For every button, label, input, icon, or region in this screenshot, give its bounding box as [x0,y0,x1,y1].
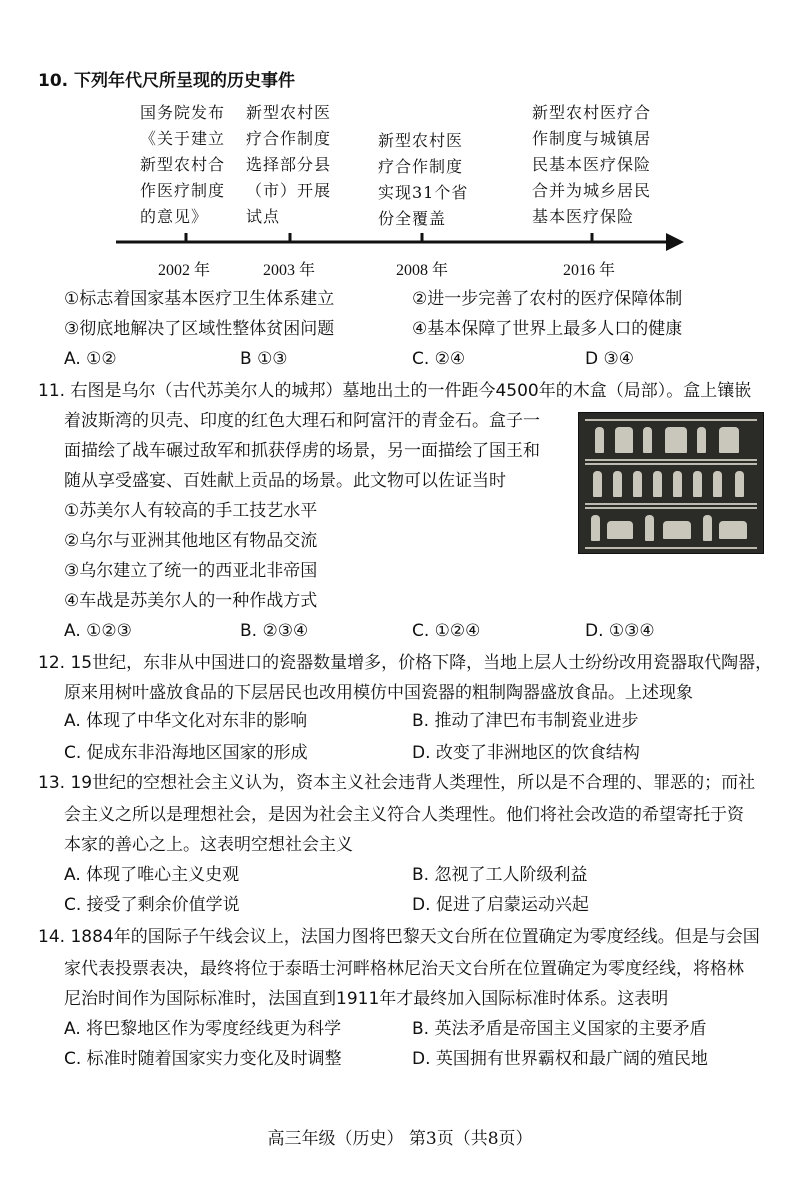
artifact-figure [645,515,654,541]
artifact-figure [607,521,633,539]
event-line: 国务院发布 [140,103,226,122]
q14-option-d[interactable]: D. 英国拥有世界霸权和最广阔的殖民地 [412,1049,708,1069]
event-line: 实现31个省 [378,183,469,202]
q12-option-d[interactable]: D. 改变了非洲地区的饮食结构 [412,743,640,763]
year-2008: 2008 年 [396,262,449,279]
artifact-figure [643,427,652,453]
event-line: 疗合作制度 [246,129,332,148]
q11-option-a[interactable]: A. ①②③ [64,621,132,641]
ur-wooden-box-image [578,412,764,554]
artifact-band-bottom [585,507,757,549]
q10-option-c[interactable]: C. ②④ [412,349,466,369]
q10-statement-3: ③彻底地解决了区域性整体贫困问题 [64,319,335,339]
artifact-figure [735,471,744,497]
event-line: 新型农村合 [140,155,226,174]
q10-option-d[interactable]: D ③④ [585,349,634,369]
q14-option-b[interactable]: B. 英法矛盾是帝国主义国家的主要矛盾 [412,1019,707,1039]
artifact-figure [673,471,682,497]
q11-stem-line-4: 随从享受盛宴、百姓献上贡品的场景。此文物可以佐证当时 [64,471,506,491]
timeline-event-2002 [140,100,225,230]
q13-stem-line-1: 13. 19世纪的空想社会主义认为，资本主义社会违背人类理性，所以是不合理的、罪恶的；而社 [38,773,756,793]
event-line: 基本医疗保险 [532,207,635,226]
q14-option-c[interactable]: C. 标准时随着国家实力变化及时调整 [64,1049,342,1069]
artifact-figure [719,521,747,539]
q11-statement-2: ②乌尔与亚洲其他地区有物品交流 [64,531,318,551]
q14-stem-line-3: 尼治时间作为国际标准时，法国直到1911年才最终加入国际标准时体系。这表明 [64,989,669,1009]
artifact-figure [653,471,662,497]
event-line: 选择部分县 [246,155,332,174]
event-line: 合并为城乡居民 [532,181,652,200]
event-line: 《关于建立 [140,129,226,148]
timeline-event-2003 [246,100,331,230]
q14-option-a[interactable]: A. 将巴黎地区作为零度经线更为科学 [64,1019,342,1039]
event-line: 作制度与城镇居 [532,129,652,148]
q14-stem-line-1: 14. 1884年的国际子午线会议上，法国力图将巴黎天文台所在位置确定为零度经线。但是与会国 [38,927,760,947]
q10-statement-2: ②进一步完善了农村的医疗保障体制 [412,289,683,309]
artifact-figure [633,471,642,497]
event-line: 民基本医疗保险 [532,155,652,174]
artifact-figure [693,471,702,497]
artifact-figure [615,427,633,453]
q12-option-a[interactable]: A. 体现了中华文化对东非的影响 [64,711,308,731]
q13-stem-line-3: 本家的善心之上。这表明空想社会主义 [64,835,353,855]
q10-statement-1: ①标志着国家基本医疗卫生体系建立 [64,289,335,309]
event-line: 的意见》 [140,207,209,226]
q12-stem-line-2: 原来用树叶盛放食品的下层居民也改用模仿中国瓷器的粗制陶器盛放食品。上述现象 [64,683,693,703]
artifact-figure [665,427,687,453]
artifact-figure [591,515,600,541]
event-line: 新型农村医 [246,103,332,122]
year-2002: 2002 年 [158,262,211,279]
artifact-figure [595,427,604,453]
artifact-figure [697,427,706,453]
event-line: 疗合作制度 [378,157,464,176]
q11-stem-line-2: 着波斯湾的贝壳、印度的红色大理石和阿富汗的青金石。盒子一 [64,411,540,431]
q11-statement-1: ①苏美尔人有较高的手工技艺水平 [64,501,318,521]
q11-stem-line-1: 11. 右图是乌尔（古代苏美尔人的城邦）墓地出土的一件距今4500年的木盒（局部）。盒上镶嵌 [38,381,752,401]
q10-statement-4: ④基本保障了世界上最多人口的健康 [412,319,683,339]
artifact-figure [713,471,722,497]
artifact-figure [719,427,739,453]
year-2003: 2003 年 [263,262,316,279]
q13-option-d[interactable]: D. 促进了启蒙运动兴起 [412,895,589,915]
q12-stem-line-1: 12. 15世纪，东非从中国进口的瓷器数量增多，价格下降，当地上层人士纷纷改用瓷器取代陶器， [38,653,773,673]
timeline-axis [110,228,690,258]
q12-option-c[interactable]: C. 促成东非沿海地区国家的形成 [64,743,308,763]
artifact-band-middle [585,463,757,505]
timeline-event-2016 [532,100,651,230]
q11-option-d[interactable]: D. ①③④ [585,621,655,641]
q13-stem-line-2: 会主义之所以是理想社会，是因为社会主义符合人类理性。他们将社会改造的希望寄托于资 [64,805,744,825]
artifact-figure [613,471,622,497]
event-line: 份全覆盖 [378,209,447,228]
year-2016: 2016 年 [563,262,616,279]
artifact-figure [663,521,691,539]
q11-statement-3: ③乌尔建立了统一的西亚北非帝国 [64,561,318,581]
page-footer: 高三年级（历史） 第3页（共8页） [267,1129,533,1149]
q11-stem-line-3: 面描绘了战车碾过敌军和抓获俘虏的场景，另一面描绘了国王和 [64,441,540,461]
artifact-band-top [585,419,757,461]
artifact-figure [593,471,602,497]
q10-stem: 10. 下列年代尺所呈现的历史事件 [38,71,296,91]
timeline-event-2008 [378,128,468,232]
event-line: 新型农村医疗合 [532,103,652,122]
event-line: 作医疗制度 [140,181,226,200]
q11-statement-4: ④车战是苏美尔人的一种作战方式 [64,591,318,611]
q14-stem-line-2: 家代表投票表决，最终将位于泰晤士河畔格林尼治天文台所在位置确定为零度经线，将格林 [64,959,744,979]
q13-option-a[interactable]: A. 体现了唯心主义史观 [64,865,240,885]
event-line: （市）开展 [246,181,332,200]
q10-option-b[interactable]: B ①③ [240,349,288,369]
q10-option-a[interactable]: A. ①② [64,349,117,369]
q12-option-b[interactable]: B. 推动了津巴布韦制瓷业进步 [412,711,639,731]
q11-option-c[interactable]: C. ①②④ [412,621,481,641]
q11-option-b[interactable]: B. ②③④ [240,621,309,641]
artifact-figure [703,515,712,541]
q13-option-b[interactable]: B. 忽视了工人阶级利益 [412,865,588,885]
event-line: 试点 [246,207,281,226]
event-line: 新型农村医 [378,131,464,150]
q13-option-c[interactable]: C. 接受了剩余价值学说 [64,895,240,915]
